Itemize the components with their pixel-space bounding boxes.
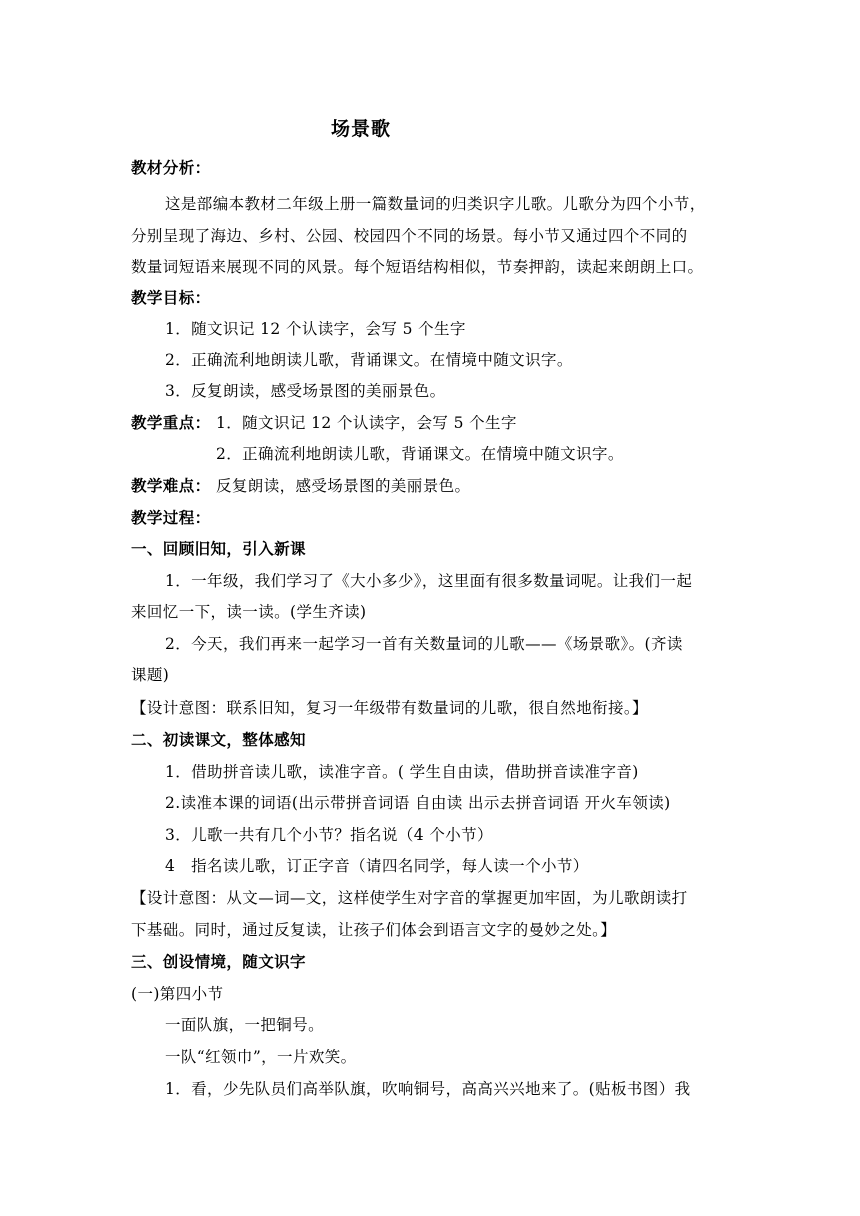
paragraph-line: 1．看，少先队员们高举队旗，吹响铜号，高高兴兴地来了。(贴板书图）我	[165, 1080, 691, 1098]
poem-line: 一队“红领巾”，一片欢笑。	[165, 1048, 357, 1066]
goal-item: 3．反复朗读，感受场景图的美丽景色。	[165, 382, 446, 400]
analysis-heading: 教材分析：	[131, 158, 211, 177]
document-title: 场景歌	[331, 118, 392, 140]
focus-item: 1．随文识记 12 个认读字，会写 5 个生字	[216, 414, 517, 432]
goal-item: 1．随文识记 12 个认读字，会写 5 个生字	[165, 320, 466, 338]
paragraph-line: 2.读准本课的词语(出示带拼音词语 自由读 出示去拼音词语 开火车领读)	[165, 794, 671, 812]
goals-heading: 教学目标：	[131, 288, 211, 307]
difficulty-text: 反复朗读，感受场景图的美丽景色。	[216, 477, 471, 495]
analysis-paragraph-line: 这是部编本教材二年级上册一篇数量词的归类识字儿歌。儿歌分为四个小节，	[165, 195, 706, 213]
section-heading: 一、回顾旧知，引入新课	[131, 539, 306, 558]
subsection-heading: (一)第四小节	[131, 985, 224, 1003]
paragraph-line: 来回忆一下，读一读。(学生齐读)	[131, 603, 367, 621]
paragraph-line: 2．今天，我们再来一起学习一首有关数量词的儿歌——《场景歌》。(齐读	[165, 635, 683, 653]
paragraph-line: 3．儿歌一共有几个小节？指名说（4 个小节）	[165, 826, 493, 844]
section-heading: 二、初读课文，整体感知	[131, 730, 306, 749]
analysis-paragraph-line: 分别呈现了海边、乡村、公园、校园四个不同的场景。每小节又通过四个不同的	[131, 227, 688, 245]
design-intent-note: 【设计意图：联系旧知，复习一年级带有数量词的儿歌，很自然地衔接。】	[131, 699, 648, 717]
paragraph-line: 课题)	[131, 666, 170, 684]
design-intent-note: 下基础。同时，通过反复读，让孩子们体会到语言文字的曼妙之处。】	[131, 921, 617, 939]
section-heading: 三、创设情境，随文识字	[131, 952, 306, 971]
paragraph-line: 1．借助拼音读儿歌，读准字音。( 学生自由读，借助拼音读准字音)	[165, 763, 639, 781]
poem-line: 一面队旗，一把铜号。	[165, 1016, 325, 1034]
process-heading: 教学过程：	[131, 508, 211, 527]
design-intent-note: 【设计意图：从文—词—文，这样使学生对字音的掌握更加牢固，为儿歌朗读打	[131, 889, 688, 907]
paragraph-line: 1．一年级，我们学习了《大小多少》，这里面有很多数量词呢。让我们一起	[165, 572, 693, 590]
goal-item: 2．正确流利地朗读儿歌，背诵课文。在情境中随文识字。	[165, 351, 573, 369]
paragraph-line: 4 指名读儿歌，订正字音（请四名同学，每人读一个小节）	[165, 857, 589, 875]
analysis-paragraph-line: 数量词短语来展现不同的风景。每个短语结构相似，节奏押韵，读起来朗朗上口。	[131, 258, 704, 276]
focus-heading: 教学重点：	[131, 413, 211, 432]
focus-item: 2．正确流利地朗读儿歌，背诵课文。在情境中随文识字。	[216, 445, 624, 463]
difficulty-heading: 教学难点：	[131, 476, 211, 495]
